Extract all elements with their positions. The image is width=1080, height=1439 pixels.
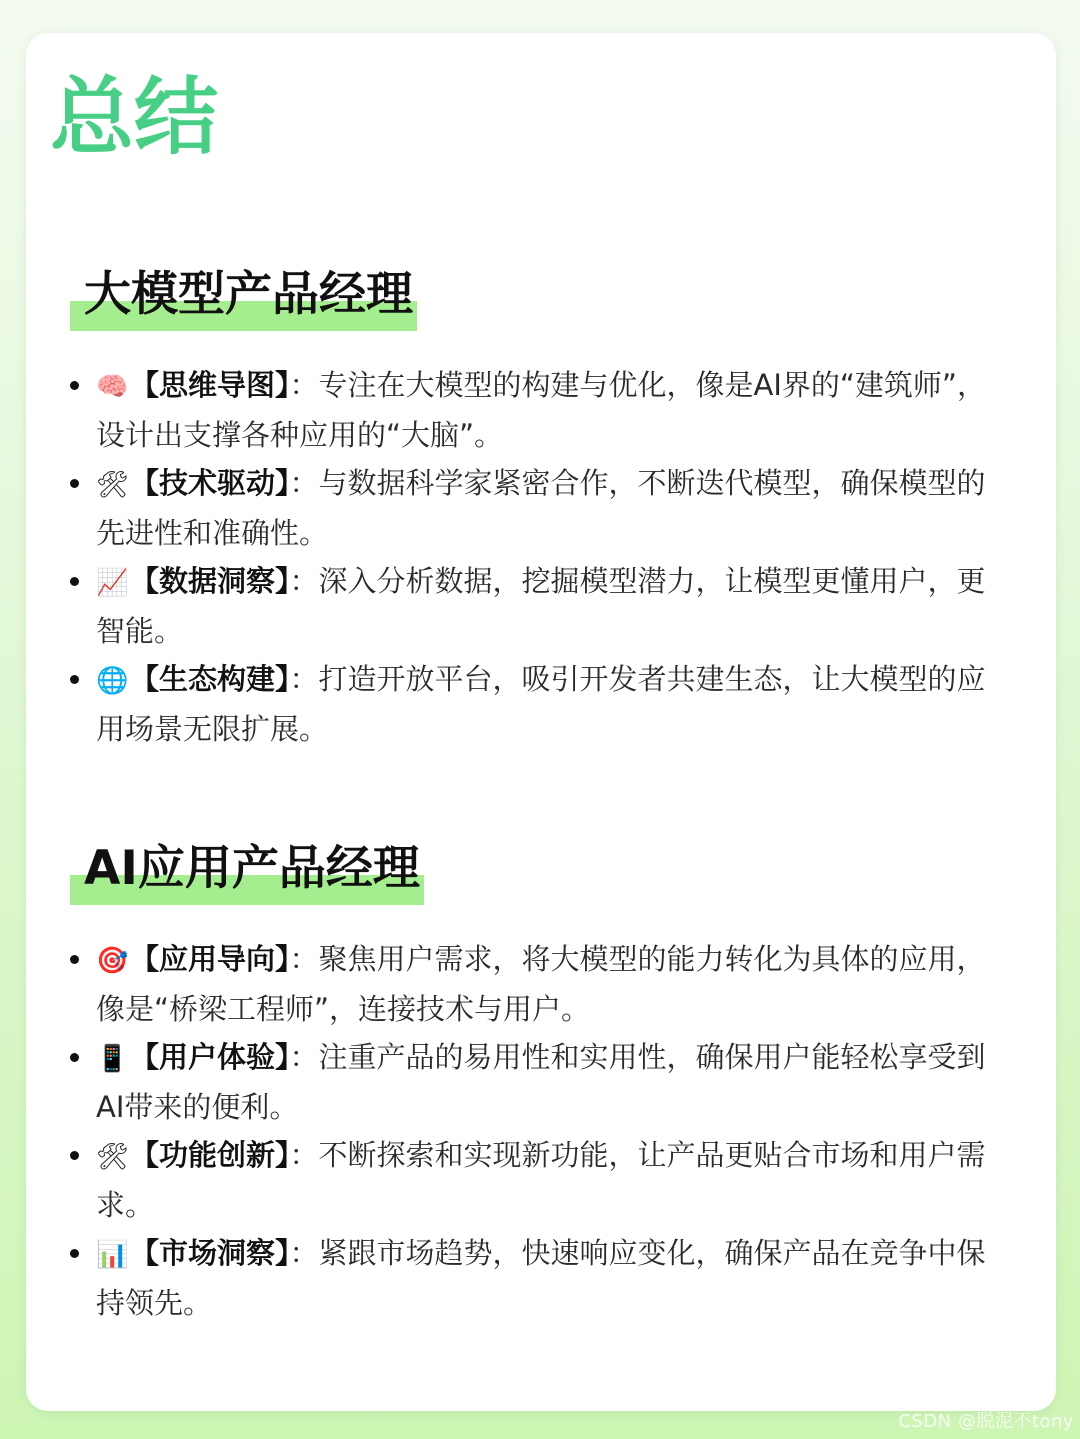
list-item	[70, 655, 1010, 753]
item-text: ：注重产品的易用性和实用性，确保用户能轻松享受到AI带来的便利。	[96, 1040, 986, 1124]
tools-icon: 🛠	[96, 470, 130, 500]
section-llm-pm	[70, 259, 1010, 753]
section-heading-text: 大模型产品经理	[84, 267, 413, 322]
bullet-dot	[70, 955, 79, 964]
section-heading	[70, 833, 424, 905]
section-heading	[70, 259, 417, 331]
globe-icon: 🌐	[96, 666, 129, 696]
list-item	[70, 361, 1010, 459]
item-text: ：紧跟市场趋势，快速响应变化，确保产品在竞争中保持领先。	[96, 1236, 986, 1320]
bar-chart-icon: 📊	[96, 1240, 129, 1270]
item-text: ：与数据科学家紧密合作，不断迭代模型，确保模型的先进性和准确性。	[96, 466, 986, 550]
chart-increasing-icon: 📈	[96, 568, 129, 598]
item-title: 【生态构建】	[130, 662, 290, 696]
bullet-dot	[70, 1053, 79, 1062]
item-title: 【功能创新】	[130, 1138, 290, 1172]
item-text: ：不断探索和实现新功能，让产品更贴合市场和用户需求。	[96, 1138, 986, 1222]
bullet-dot	[70, 479, 79, 488]
list-item	[70, 557, 1010, 655]
bullet-list	[70, 361, 1010, 753]
item-text: ：专注在大模型的构建与优化，像是AI界的“建筑师”，设计出支撑各种应用的“大脑”。	[96, 368, 986, 452]
item-title: 【用户体验】	[130, 1040, 290, 1074]
item-title: 【应用导向】	[130, 942, 290, 976]
bullet-dot	[70, 381, 79, 390]
content-card	[26, 33, 1056, 1411]
section-heading-text: AI应用产品经理	[84, 841, 420, 896]
mobile-phone-icon: 📱	[96, 1044, 129, 1074]
list-item	[70, 459, 1010, 557]
tools-icon: 🛠	[96, 1142, 130, 1172]
list-item	[70, 1033, 1010, 1131]
list-item	[70, 1131, 1010, 1229]
item-title: 【思维导图】	[130, 368, 290, 402]
bullet-list	[70, 935, 1010, 1327]
item-title: 【市场洞察】	[130, 1236, 290, 1270]
bullet-dot	[70, 1151, 79, 1160]
page-title: 总结	[50, 68, 219, 166]
item-text: ：打造开放平台，吸引开发者共建生态，让大模型的应用场景无限扩展。	[96, 662, 986, 746]
bullet-dot	[70, 675, 79, 684]
target-icon: 🎯	[96, 946, 129, 976]
list-item	[70, 935, 1010, 1033]
watermark: CSDN @脱泥不tony	[898, 1411, 1074, 1432]
item-text: ：深入分析数据，挖掘模型潜力，让模型更懂用户，更智能。	[96, 564, 986, 648]
bullet-dot	[70, 577, 79, 586]
section-ai-app-pm	[70, 833, 1010, 1327]
bullet-dot	[70, 1249, 79, 1258]
brain-icon: 🧠	[96, 372, 129, 402]
list-item	[70, 1229, 1010, 1327]
item-title: 【数据洞察】	[130, 564, 290, 598]
item-title: 【技术驱动】	[130, 466, 290, 500]
item-text: ：聚焦用户需求，将大模型的能力转化为具体的应用，像是“桥梁工程师”，连接技术与用户。	[96, 942, 986, 1026]
